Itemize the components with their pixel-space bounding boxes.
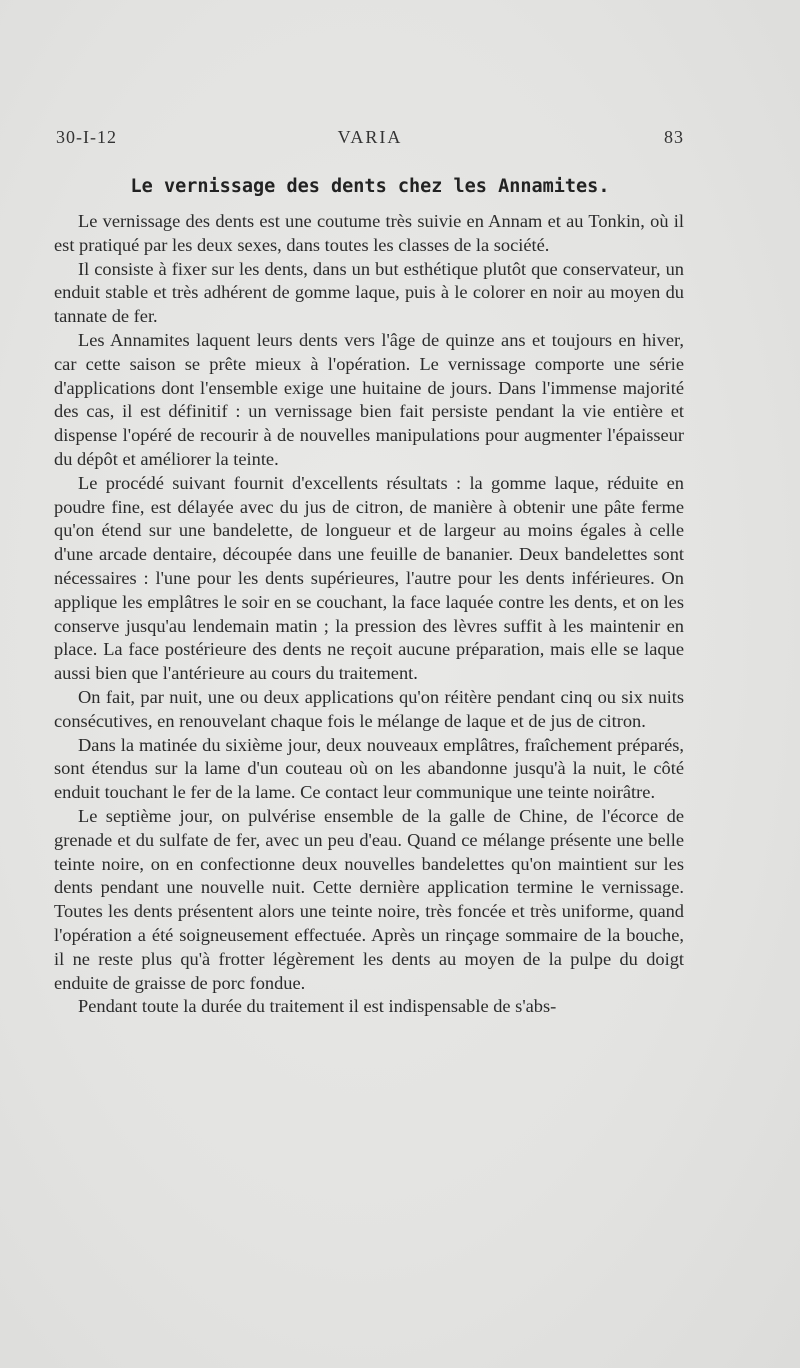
- paragraph-2: Il consiste à fixer sur les dents, dans un but esthétique plutôt que conservateur, un enduit stable et très adhérent de gomme laque, puis à le colorer en noir au moyen du tannate de fer.: [54, 258, 684, 327]
- issue-date: 30-I-12: [56, 127, 117, 147]
- paragraph-4: Le procédé suivant fournit d'excellents résultats : la gomme laque, réduite en poudre fine, est délayée avec du jus de citron, de manière à obtenir une pâte ferme qu'on étend sur une bandelette, de longueur et de largeur au moins égales à celle d'une arcade dentaire, découpée dans une feuille de bananier. Deux bandelettes sont nécessaires : l'une pour les dents supérieures, l'autre pour les dents inférieures. On applique les emplâtres le soir en se couchant, la face laquée contre les dents, et on les conserve jusqu'au lendemain matin ; la pression des lèvres suffit à les maintenir en place. La face postérieure des dents ne reçoit aucune préparation, mais elle se laque aussi bien que l'antérieure au cours du traitement.: [54, 472, 684, 684]
- paragraph-3: Les Annamites laquent leurs dents vers l'âge de quinze ans et toujours en hiver, car cette saison se prête mieux à l'opération. Le vernissage comporte une série d'applications dont l'ensemble exige une huitaine de jours. Dans l'immense majorité des cas, il est définitif : un vernissage bien fait persiste pendant la vie entière et dispense l'opéré de recourir à de nouvelles manipulations pour augmenter l'épaisseur du dépôt et améliorer la teinte.: [54, 329, 684, 469]
- paragraph-1: Le vernissage des dents est une coutume très suivie en Annam et au Tonkin, où il est pratiqué par les deux sexes, dans toutes les classes de la société.: [54, 211, 684, 255]
- section-title: VARIA: [337, 127, 403, 147]
- article-title: Le vernissage des dents chez les Annamites.: [130, 176, 610, 197]
- paragraph-7: Le septième jour, on pulvérise ensemble de la galle de Chine, de l'écorce de grenade et du sulfate de fer, avec un peu d'eau. Quand ce mélange présente une belle teinte noire, on en confectionne deux nouvelles bandelettes qu'on maintient sur les dents pendant une nouvelle nuit. Cette dernière application termine le vernissage. Toutes les dents présentent alors une teinte noire, très foncée et très uniforme, quand l'opération a été soigneusement effectuée. Après un rinçage sommaire de la bouche, il ne reste plus qu'à frotter légèrement les dents au moyen de la pulpe du doigt enduite de graisse de porc fondue.: [54, 805, 684, 993]
- paragraph-5: On fait, par nuit, une ou deux applications qu'on réitère pendant cinq ou six nuits consécutives, en renouvelant chaque fois le mélange de laque et de jus de citron.: [54, 686, 684, 731]
- paragraph-8: Pendant toute la durée du traitement il est indispensable de s'abs-: [78, 996, 557, 1017]
- paragraph-6: Dans la matinée du sixième jour, deux nouveaux emplâtres, fraîchement préparés, sont étendus sur la lame d'un couteau où on les abandonne jusqu'à la nuit, le côté enduit touchant le fer de la lame. Ce contact leur communique une teinte noirâtre.: [54, 734, 684, 803]
- running-head: [56, 127, 684, 153]
- page-number: 83: [664, 127, 684, 147]
- article-body: [54, 210, 684, 1019]
